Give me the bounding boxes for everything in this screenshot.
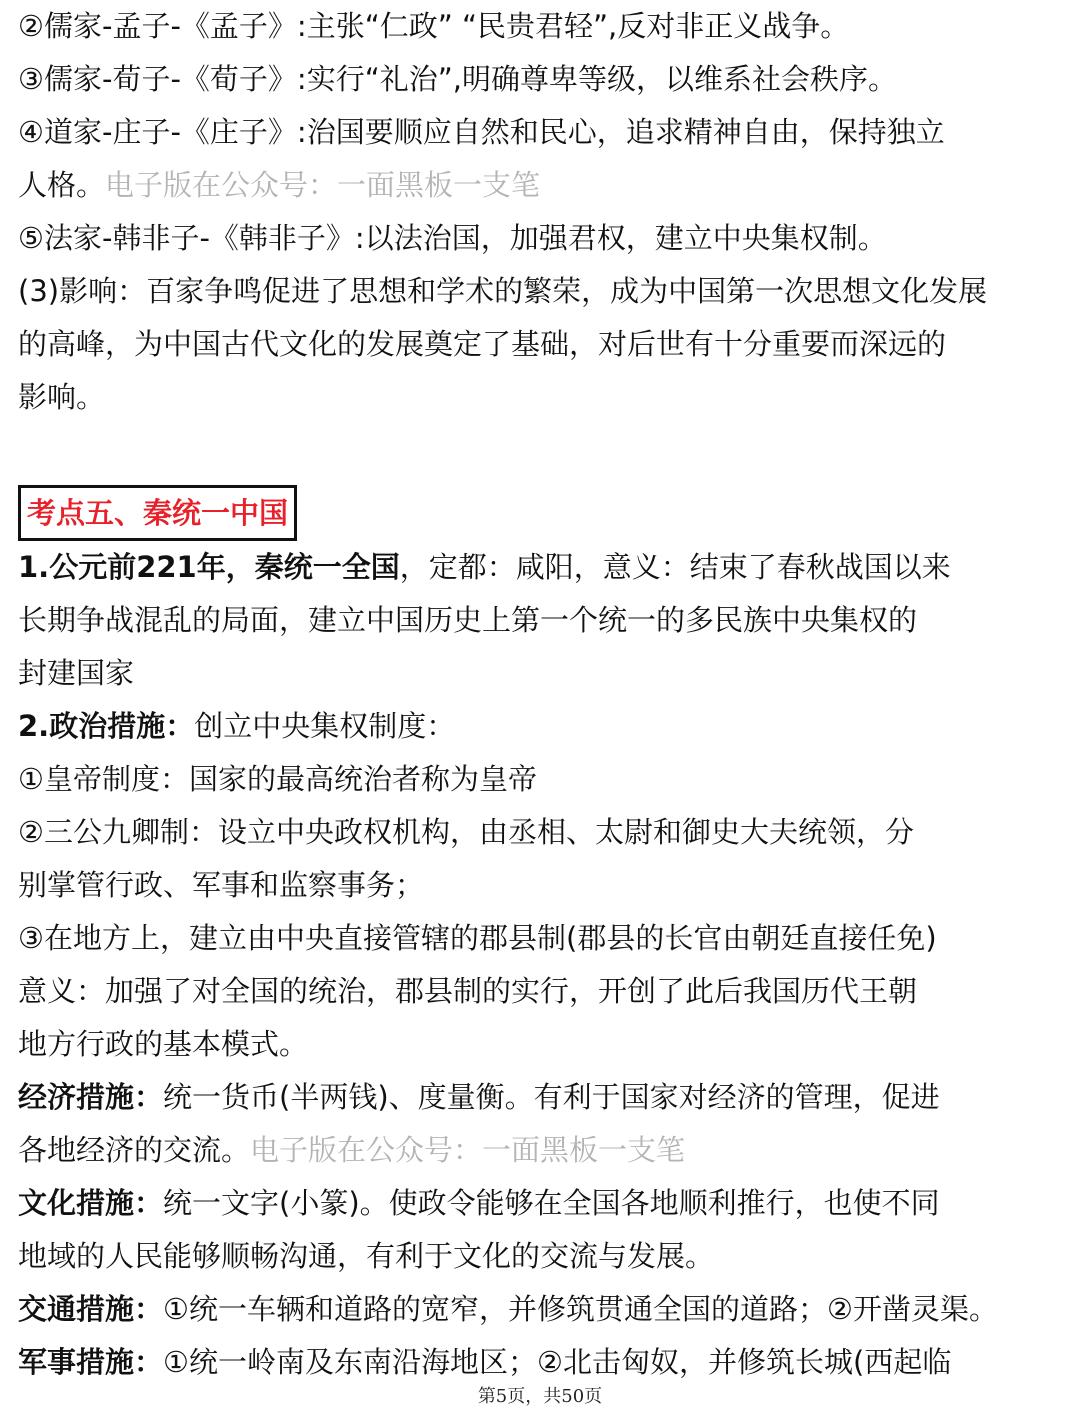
text-line: ②儒家-孟子-《孟子》:主张“仁政” “民贵君轻”,反对非正义战争。 — [18, 9, 850, 43]
bold-lead: 1.公元前221年，秦统一全国 — [18, 550, 400, 584]
text-span: 统一货币(半两钱)、度量衡。有利于国家对经济的管理，促进 — [163, 1080, 940, 1114]
text-line: ③儒家-荀子-《荀子》:实行“礼治”,明确尊卑等级，以维系社会秩序。 — [18, 62, 897, 96]
bold-lead: 交通措施： — [18, 1292, 164, 1326]
text-line — [18, 1124, 1068, 1177]
text-line — [18, 700, 1068, 753]
text-line: 长期争战混乱的局面，建立中国历史上第一个统一的多民族中央集权的 — [18, 603, 918, 637]
text-line: ①皇帝制度：国家的最高统治者称为皇帝 — [18, 762, 537, 796]
text-span: ①统一车辆和道路的宽窄，并修筑贯通全国的道路；②开凿灵渠。 — [163, 1292, 999, 1326]
bold-lead: 经济措施： — [18, 1080, 164, 1114]
text-line: 意义：加强了对全国的统治，郡县制的实行，开创了此后我国历代王朝 — [18, 974, 918, 1008]
bold-lead: 2.政治措施： — [18, 709, 195, 743]
text-span: 统一文字(小篆)。使政令能够在全国各地顺利推行，也使不同 — [163, 1186, 940, 1220]
text-line — [18, 541, 1068, 594]
text-line: (3)影响：百家争鸣促进了思想和学术的繁荣，成为中国第一次思想文化发展 — [18, 274, 988, 308]
text-line — [18, 1283, 1068, 1336]
spacer — [18, 424, 1068, 481]
watermark-text: 电子版在公众号：一面黑板一支笔 — [250, 1133, 686, 1167]
text-line — [18, 1177, 1068, 1230]
text-line: 别掌管行政、军事和监察事务； — [18, 868, 425, 902]
text-line: 封建国家 — [18, 656, 135, 690]
text-span: 人格。 — [18, 168, 106, 202]
text-span: ，定都：咸阳，意义：结束了春秋战国以来 — [399, 550, 951, 584]
text-line: 影响。 — [18, 380, 106, 414]
bold-lead: 军事措施： — [18, 1345, 164, 1379]
text-line — [18, 1071, 1068, 1124]
text-line: 地域的人民能够顺畅沟通，有利于文化的交流与发展。 — [18, 1239, 715, 1273]
section-heading — [18, 481, 1068, 541]
section-title: 考点五、秦统一中国 — [18, 485, 297, 541]
document-page — [18, 0, 1068, 1389]
text-span: 各地经济的交流。 — [18, 1133, 251, 1167]
page-footer: 第5页，共50页 — [477, 1386, 603, 1407]
text-line: ⑤法家-韩非子-《韩非子》:以法治国，加强君权，建立中央集权制。 — [18, 221, 887, 255]
text-span: ①统一岭南及东南沿海地区；②北击匈奴，并修筑长城(西起临 — [163, 1345, 952, 1379]
text-line: 地方行政的基本模式。 — [18, 1027, 309, 1061]
text-line: ④道家-庄子-《庄子》:治国要顺应自然和民心，追求精神自由，保持独立 — [18, 115, 945, 149]
text-line: ③在地方上，建立由中央直接管辖的郡县制(郡县的长官由朝廷直接任免) — [18, 921, 937, 955]
bold-lead: 文化措施： — [18, 1186, 164, 1220]
text-line — [18, 159, 1068, 212]
text-line: ②三公九卿制：设立中央政权机构，由丞相、太尉和御史大夫统领，分 — [18, 815, 914, 849]
watermark-text: 电子版在公众号：一面黑板一支笔 — [105, 168, 541, 202]
text-span: 创立中央集权制度： — [194, 709, 456, 743]
text-line: 的高峰，为中国古代文化的发展奠定了基础，对后世有十分重要而深远的 — [18, 327, 947, 361]
